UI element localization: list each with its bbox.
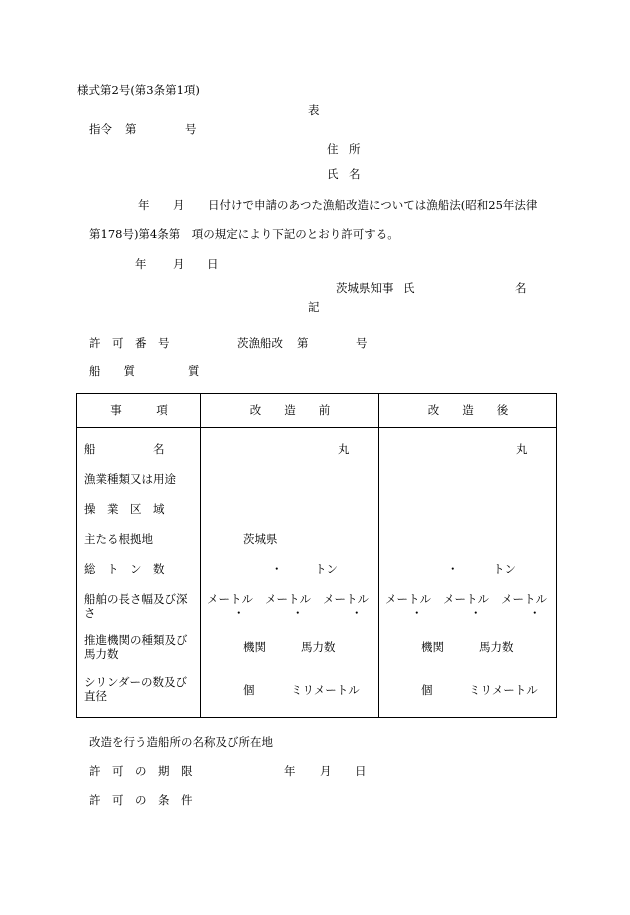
after-mm: ミリメートル [469,683,538,697]
after-cell [379,428,557,718]
header-before [201,394,379,428]
jusho-a: 住 [327,142,339,156]
before-ton-unit: トン [315,562,338,576]
before-maru: 丸 [338,442,350,456]
before-cell [201,428,379,718]
header-after [379,394,557,428]
shirei-label: 指令 [89,122,112,136]
before-mm: ミリメートル [291,683,360,697]
omote-label: 表 [308,103,320,117]
after-d2: ・ [470,606,482,620]
row-label-sogyo: 操 業 区 域 [84,502,165,516]
row-label-kikan: 推進機関の種類及び馬力数 [84,633,188,662]
after-ton-dot: ・ [447,562,459,576]
row-label-konkyo: 主たる根拠地 [84,532,153,546]
kigen-label: 許 可 の 期 限 [89,764,193,778]
form-id: 様式第2号(第3条第1項) [77,83,200,97]
governor-title: 茨城県知事 [336,281,394,295]
joken-label: 許 可 の 条 件 [89,793,193,807]
row-label-senmei: 船 名 [84,442,165,456]
labels-cell [77,428,201,718]
after-ko: 個 [421,683,433,697]
before-ko: 個 [243,683,255,697]
before-ton-dot: ・ [271,562,283,576]
before-konkyo: 茨城県 [243,532,278,546]
kyoka-bango-label: 許 可 番 号 [89,336,170,350]
before-d1: ・ [233,606,245,620]
ki-label: 記 [308,300,320,314]
table-header-row [77,394,557,428]
before-d3: ・ [351,606,363,620]
before-m1: メートル [207,592,253,606]
shirei-go: 号 [185,122,197,136]
after-d3: ・ [529,606,541,620]
before-m3: メートル [323,592,369,606]
kyoka-bango-go: 号 [356,336,368,350]
after-m2: メートル [443,592,489,606]
header-jiko-text: 事 項 [110,403,168,417]
kyoka-bango-dai: 第 [297,336,309,350]
governor-mei: 名 [515,281,527,295]
kigen-hi: 日 [355,764,367,778]
table-body-row [77,428,557,718]
after-kikan: 機関 [421,640,444,654]
after-ton-unit: トン [493,562,516,576]
header-before-text: 改 造 前 [249,403,331,417]
row-label-gyogyo: 漁業種類又は用途 [84,472,176,486]
shirei-dai: 第 [125,122,137,136]
body-tsuki: 月 [173,198,185,212]
kyoka-bango-value: 茨漁船改 [237,336,283,350]
before-bariki: 馬力数 [301,640,336,654]
row-label-ton: 総 ト ン 数 [84,562,165,576]
after-d1: ・ [411,606,423,620]
before-kikan: 機関 [243,640,266,654]
kigen-tsuki: 月 [320,764,332,778]
governor-shi: 氏 [403,281,415,295]
shimei-a: 氏 [327,167,339,181]
senshitsu-value: 質 [188,364,200,378]
before-m2: メートル [265,592,311,606]
after-m3: メートル [501,592,547,606]
header-after-text: 改 造 後 [427,403,509,417]
kaizou-basho: 改造を行う造船所の名称及び所在地 [89,735,273,749]
kigen-nen: 年 [284,764,296,778]
date-nen: 年 [135,257,147,271]
body-line2: 第178号)第4条第 項の規定により下記のとおり許可する。 [89,227,399,241]
shimei-b: 名 [349,167,361,181]
spec-table [76,393,557,718]
header-jiko [77,394,201,428]
date-hi: 日 [207,257,219,271]
senshitsu-label: 船 質 [89,364,135,378]
row-label-cylinder: シリンダーの数及び直径 [84,675,188,704]
after-maru: 丸 [516,442,528,456]
after-m1: メートル [385,592,431,606]
body-line1: 日付けで申請のあつた漁船改造については漁船法(昭和25年法律 [208,198,538,212]
body-nen: 年 [138,198,150,212]
before-d2: ・ [292,606,304,620]
jusho-b: 所 [349,142,361,156]
row-label-nagasa: 船舶の長さ幅及び深さ [84,592,188,621]
date-tsuki: 月 [173,257,185,271]
after-bariki: 馬力数 [479,640,514,654]
